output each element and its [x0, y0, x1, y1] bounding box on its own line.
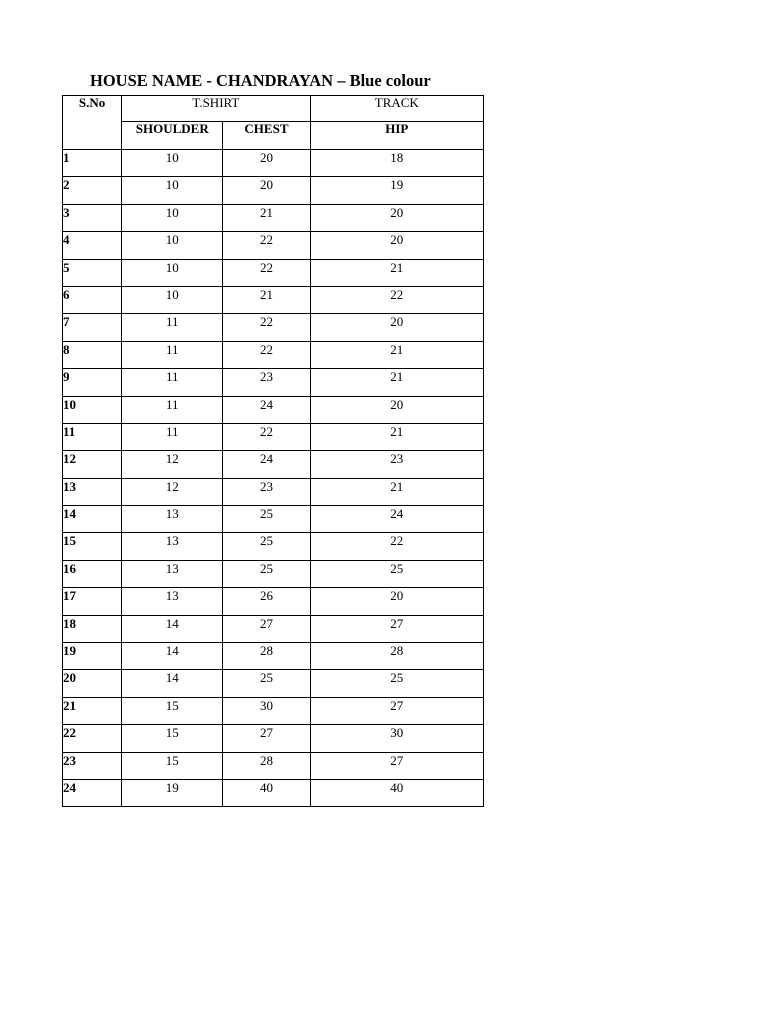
table-row	[63, 478, 484, 505]
cell-shoulder: 12	[122, 478, 223, 505]
table-row	[63, 588, 484, 615]
cell-shoulder: 11	[122, 423, 223, 450]
cell-shoulder: 11	[122, 314, 223, 341]
cell-chest: 30	[223, 697, 310, 724]
table-row	[63, 177, 484, 204]
cell-shoulder: 10	[122, 286, 223, 313]
cell-chest: 21	[223, 286, 310, 313]
cell-hip: 21	[310, 341, 483, 368]
cell-shoulder: 11	[122, 369, 223, 396]
cell-sno: 21	[63, 697, 122, 724]
cell-shoulder: 10	[122, 259, 223, 286]
cell-chest: 22	[223, 314, 310, 341]
table-row	[63, 341, 484, 368]
header-tshirt: T.SHIRT	[122, 96, 310, 122]
cell-sno: 8	[63, 341, 122, 368]
cell-hip: 20	[310, 204, 483, 231]
cell-chest: 23	[223, 369, 310, 396]
table-header	[63, 96, 484, 150]
cell-shoulder: 11	[122, 341, 223, 368]
cell-shoulder: 10	[122, 150, 223, 177]
cell-shoulder: 10	[122, 232, 223, 259]
cell-chest: 27	[223, 725, 310, 752]
cell-sno: 6	[63, 286, 122, 313]
table-row	[63, 286, 484, 313]
cell-hip: 25	[310, 560, 483, 587]
cell-chest: 22	[223, 423, 310, 450]
cell-hip: 23	[310, 451, 483, 478]
cell-hip: 18	[310, 150, 483, 177]
header-sno: S.No	[63, 96, 122, 150]
cell-chest: 26	[223, 588, 310, 615]
cell-shoulder: 14	[122, 643, 223, 670]
header-row-measures	[63, 122, 484, 150]
cell-shoulder: 14	[122, 670, 223, 697]
cell-chest: 21	[223, 204, 310, 231]
cell-sno: 2	[63, 177, 122, 204]
table-row	[63, 314, 484, 341]
cell-chest: 22	[223, 259, 310, 286]
table-row	[63, 506, 484, 533]
cell-sno: 10	[63, 396, 122, 423]
cell-sno: 1	[63, 150, 122, 177]
cell-hip: 20	[310, 396, 483, 423]
cell-hip: 20	[310, 314, 483, 341]
header-row-groups	[63, 96, 484, 122]
cell-chest: 20	[223, 150, 310, 177]
cell-hip: 21	[310, 369, 483, 396]
table-row	[63, 752, 484, 779]
table-body	[63, 150, 484, 807]
cell-sno: 12	[63, 451, 122, 478]
header-hip: HIP	[310, 122, 483, 150]
table-row	[63, 670, 484, 697]
cell-hip: 19	[310, 177, 483, 204]
table-row	[63, 560, 484, 587]
table-row	[63, 533, 484, 560]
cell-chest: 25	[223, 533, 310, 560]
cell-hip: 28	[310, 643, 483, 670]
cell-sno: 19	[63, 643, 122, 670]
cell-chest: 25	[223, 506, 310, 533]
cell-sno: 16	[63, 560, 122, 587]
table-row	[63, 643, 484, 670]
cell-chest: 24	[223, 396, 310, 423]
cell-sno: 23	[63, 752, 122, 779]
cell-shoulder: 13	[122, 560, 223, 587]
cell-hip: 24	[310, 506, 483, 533]
cell-chest: 24	[223, 451, 310, 478]
cell-sno: 11	[63, 423, 122, 450]
cell-shoulder: 10	[122, 204, 223, 231]
cell-hip: 22	[310, 286, 483, 313]
cell-chest: 25	[223, 560, 310, 587]
cell-chest: 23	[223, 478, 310, 505]
cell-hip: 20	[310, 588, 483, 615]
cell-sno: 17	[63, 588, 122, 615]
table-row	[63, 697, 484, 724]
cell-shoulder: 12	[122, 451, 223, 478]
cell-hip: 21	[310, 478, 483, 505]
cell-shoulder: 13	[122, 533, 223, 560]
cell-chest: 28	[223, 643, 310, 670]
table-row	[63, 725, 484, 752]
cell-chest: 25	[223, 670, 310, 697]
cell-hip: 25	[310, 670, 483, 697]
cell-sno: 9	[63, 369, 122, 396]
table-row	[63, 204, 484, 231]
table-row	[63, 259, 484, 286]
cell-shoulder: 15	[122, 725, 223, 752]
cell-hip: 27	[310, 752, 483, 779]
cell-shoulder: 15	[122, 752, 223, 779]
cell-hip: 40	[310, 779, 483, 806]
measurements-table	[62, 95, 484, 807]
table-row	[63, 232, 484, 259]
document-title: HOUSE NAME - CHANDRAYAN – Blue colour	[90, 71, 431, 90]
table-row	[63, 150, 484, 177]
cell-shoulder: 13	[122, 506, 223, 533]
cell-hip: 20	[310, 232, 483, 259]
cell-chest: 28	[223, 752, 310, 779]
table-row	[63, 615, 484, 642]
cell-shoulder: 14	[122, 615, 223, 642]
table-row	[63, 451, 484, 478]
cell-chest: 20	[223, 177, 310, 204]
cell-sno: 3	[63, 204, 122, 231]
cell-sno: 13	[63, 478, 122, 505]
cell-shoulder: 15	[122, 697, 223, 724]
header-shoulder: SHOULDER	[122, 122, 223, 150]
cell-chest: 27	[223, 615, 310, 642]
cell-sno: 18	[63, 615, 122, 642]
table-row	[63, 423, 484, 450]
cell-hip: 21	[310, 259, 483, 286]
table-row	[63, 396, 484, 423]
cell-shoulder: 19	[122, 779, 223, 806]
cell-hip: 27	[310, 615, 483, 642]
cell-hip: 22	[310, 533, 483, 560]
cell-chest: 40	[223, 779, 310, 806]
cell-shoulder: 11	[122, 396, 223, 423]
table-row	[63, 779, 484, 806]
cell-shoulder: 13	[122, 588, 223, 615]
cell-sno: 15	[63, 533, 122, 560]
cell-shoulder: 10	[122, 177, 223, 204]
header-track: TRACK	[310, 96, 483, 122]
cell-sno: 24	[63, 779, 122, 806]
cell-sno: 4	[63, 232, 122, 259]
cell-chest: 22	[223, 341, 310, 368]
header-chest: CHEST	[223, 122, 310, 150]
table-row	[63, 369, 484, 396]
cell-sno: 22	[63, 725, 122, 752]
cell-sno: 14	[63, 506, 122, 533]
cell-hip: 27	[310, 697, 483, 724]
cell-sno: 20	[63, 670, 122, 697]
cell-chest: 22	[223, 232, 310, 259]
cell-hip: 30	[310, 725, 483, 752]
cell-hip: 21	[310, 423, 483, 450]
cell-sno: 5	[63, 259, 122, 286]
cell-sno: 7	[63, 314, 122, 341]
